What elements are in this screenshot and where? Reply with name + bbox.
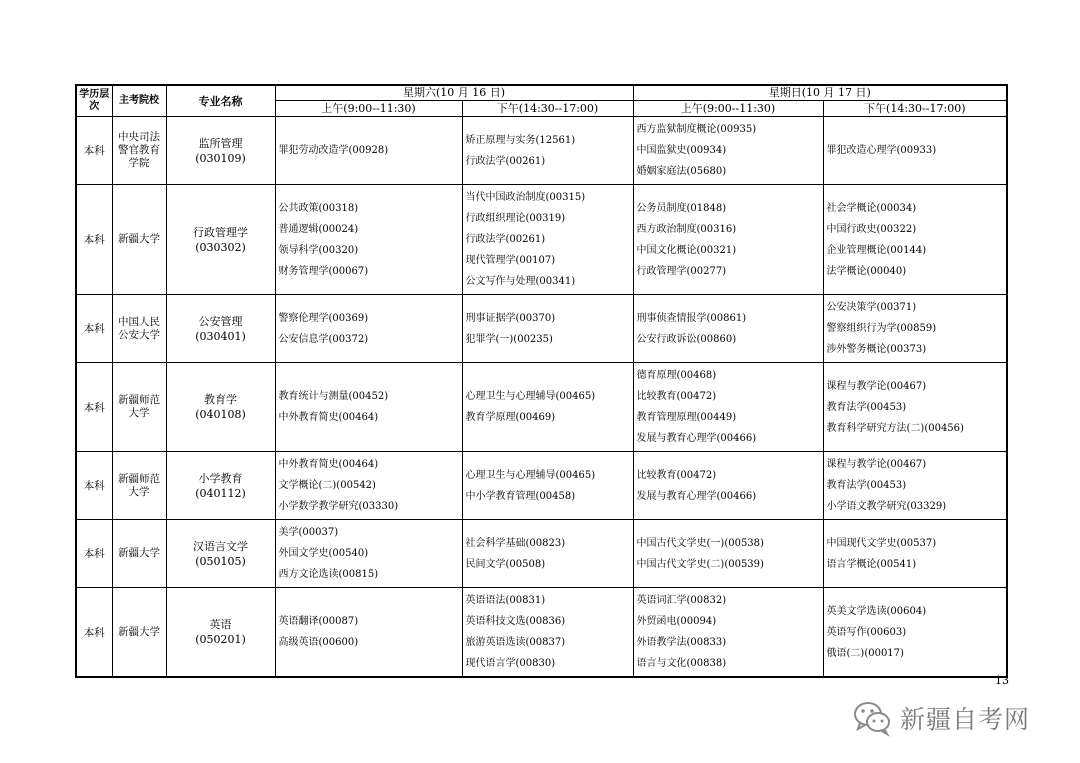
- subject-item: 企业管理概论(00144): [826, 244, 927, 256]
- subject-item: 英语语法(00831): [465, 595, 546, 606]
- subject-item: 英语词汇学(00832): [636, 595, 727, 606]
- subject-item: 公安信息学(00372): [278, 333, 369, 345]
- subjects-cell-sat-pm: [462, 117, 633, 185]
- school-cell: 新疆大学: [112, 588, 166, 678]
- major-cell: [166, 452, 275, 520]
- subject-item: 比较教育(00472): [636, 469, 717, 481]
- subject-item: 德育原理(00468): [636, 370, 717, 381]
- subjects-cell-sun-am: [633, 520, 823, 588]
- subject-item: 中国古代文学史(一)(00538): [636, 537, 764, 549]
- subject-item: 公安决策学(00371): [826, 302, 917, 313]
- subjects-cell-sun-pm: [823, 117, 1007, 185]
- school-cell: 新疆师范大学: [112, 363, 166, 452]
- education-level-cell: 本科: [76, 520, 112, 588]
- major-cell: [166, 363, 275, 452]
- subjects-cell-sun-am: [633, 117, 823, 185]
- major-code: (030401): [195, 329, 246, 343]
- watermark-text: 新疆自考网: [900, 705, 1031, 734]
- subjects-cell-sat-pm: [462, 185, 633, 295]
- subject-item: 婚姻家庭法(05680): [636, 166, 727, 177]
- subject-item: 普通逻辑(00024): [278, 223, 359, 235]
- education-level-cell: 本科: [76, 117, 112, 185]
- subjects-cell-sat-am: [275, 185, 462, 295]
- subject-item: 刑事证据学(00370): [465, 312, 556, 324]
- subjects-cell-sat-am: [275, 588, 462, 678]
- header-school: 主考院校: [112, 85, 166, 117]
- subject-item: 中国古代文学史(二)(00539): [636, 558, 764, 570]
- subject-item: 教育法学(00453): [826, 480, 907, 491]
- subject-item: 教育法学(00453): [826, 401, 907, 413]
- subjects-cell-sun-am: [633, 295, 823, 363]
- major-cell: [166, 588, 275, 678]
- subject-item: 警察伦理学(00369): [278, 312, 369, 324]
- header-sunday-morning: 上午(9:00--11:30): [633, 101, 823, 117]
- major-name: 教育学: [204, 393, 237, 406]
- subject-item: 英语翻译(00087): [278, 616, 359, 627]
- major-name: 汉语言文学: [193, 539, 248, 553]
- subject-item: 行政管理学(00277): [636, 265, 727, 277]
- subject-item: 中国行政史(00322): [826, 223, 917, 235]
- subject-item: 西方文论选读(00815): [278, 569, 379, 580]
- major-name: 行政管理学: [193, 225, 248, 239]
- table-row: [76, 452, 1007, 520]
- subject-item: 外贸函电(00094): [636, 616, 717, 627]
- subject-item: 法学概论(00040): [826, 265, 907, 277]
- subject-item: 犯罪学(一)(00235): [465, 333, 553, 345]
- subjects-cell-sat-pm: [462, 588, 633, 678]
- subject-item: 英语科技文选(00836): [465, 616, 566, 627]
- subject-item: 小学语文教学研究(03329): [826, 501, 947, 512]
- subjects-cell-sun-pm: [823, 363, 1007, 452]
- major-code: (030109): [195, 151, 246, 165]
- subject-item: 社会学概论(00034): [826, 202, 917, 214]
- subject-item: 外语教学法(00833): [636, 637, 727, 648]
- major-code: (050201): [195, 633, 246, 646]
- subject-item: 课程与教学论(00467): [826, 459, 927, 470]
- subjects-cell-sat-am: [275, 452, 462, 520]
- subjects-cell-sat-am: [275, 117, 462, 185]
- subject-item: 旅游英语选读(00837): [465, 637, 566, 648]
- subject-item: 教育科学研究方法(二)(00456): [826, 422, 964, 434]
- education-level-cell: 本科: [76, 185, 112, 295]
- subject-item: 现代管理学(00107): [465, 255, 556, 266]
- subject-item: 领导科学(00320): [278, 244, 359, 256]
- subject-item: 矫正原理与实务(12561): [465, 134, 576, 146]
- header-saturday-morning: 上午(9:00--11:30): [275, 101, 462, 117]
- major-name: 监所管理: [198, 136, 243, 150]
- subject-item: 公共政策(00318): [278, 202, 359, 214]
- header-level: 学历层次: [76, 85, 112, 117]
- subjects-cell-sun-pm: [823, 588, 1007, 678]
- table-row: [76, 363, 1007, 452]
- subject-item: 中外教育简史(00464): [278, 412, 379, 423]
- watermark: [852, 698, 1030, 738]
- table-row: [76, 117, 1007, 185]
- education-level-cell: 本科: [76, 588, 112, 678]
- subjects-cell-sun-am: [633, 588, 823, 678]
- header-saturday-afternoon: 下午(14:30--17:00): [462, 101, 633, 117]
- education-level-cell: 本科: [76, 452, 112, 520]
- subject-item: 财务管理学(00067): [278, 265, 369, 277]
- subjects-cell-sun-pm: [823, 185, 1007, 295]
- table-row: [76, 295, 1007, 363]
- subjects-cell-sat-pm: [462, 295, 633, 363]
- school-cell: 中国人民公安大学: [112, 295, 166, 363]
- subject-item: 高级英语(00600): [278, 637, 359, 648]
- subject-item: 英美文学选读(00604): [826, 605, 927, 617]
- table-row: [76, 185, 1007, 295]
- subject-item: 涉外警务概论(00373): [826, 344, 927, 355]
- major-code: (040112): [195, 486, 246, 500]
- exam-schedule-table: [75, 84, 1008, 678]
- table-row: [76, 520, 1007, 588]
- subject-item: 公文写作与处理(00341): [465, 276, 576, 287]
- subjects-cell-sat-am: [275, 363, 462, 452]
- subject-item: 心理卫生与心理辅导(00465): [465, 469, 596, 481]
- subject-item: 中外教育简史(00464): [278, 459, 379, 470]
- subject-item: 美学(00037): [278, 527, 339, 538]
- subject-item: 社会科学基础(00823): [465, 537, 566, 549]
- school-cell: 新疆大学: [112, 185, 166, 295]
- subject-item: 当代中国政治制度(00315): [465, 192, 586, 203]
- subjects-cell-sun-am: [633, 185, 823, 295]
- subjects-cell-sun-am: [633, 452, 823, 520]
- header-day-saturday: 星期六(10 月 16 日): [275, 85, 633, 101]
- subject-item: 中国现代文学史(00537): [826, 537, 937, 549]
- subjects-cell-sat-pm: [462, 452, 633, 520]
- table-row: [76, 588, 1007, 678]
- header-major: 专业名称: [166, 85, 275, 117]
- subjects-cell-sat-am: [275, 295, 462, 363]
- subject-item: 发展与教育心理学(00466): [636, 490, 757, 502]
- subject-item: 西方政治制度(00316): [636, 223, 737, 235]
- subject-item: 发展与教育心理学(00466): [636, 433, 757, 444]
- subject-item: 行政组织理论(00319): [465, 213, 566, 224]
- subject-item: 文学概论(二)(00542): [278, 480, 376, 491]
- subject-item: 语言学概论(00541): [826, 558, 917, 570]
- subject-item: 教育管理原理(00449): [636, 412, 737, 423]
- subject-item: 现代语言学(00830): [465, 658, 556, 669]
- subject-item: 西方监狱制度概论(00935): [636, 124, 757, 135]
- school-cell: 中央司法警官教育学院: [112, 117, 166, 185]
- subject-item: 比较教育(00472): [636, 391, 717, 402]
- subject-item: 公务员制度(01848): [636, 202, 727, 214]
- subjects-cell-sat-pm: [462, 520, 633, 588]
- header-sunday-afternoon: 下午(14:30--17:00): [823, 101, 1007, 117]
- subject-item: 中小学教育管理(00458): [465, 490, 576, 502]
- school-cell: 新疆大学: [112, 520, 166, 588]
- header-day-sunday: 星期日(10 月 17 日): [633, 85, 1007, 101]
- subject-item: 外国文学史(00540): [278, 548, 369, 559]
- subject-item: 罪犯劳动改造学(00928): [278, 145, 389, 156]
- subjects-cell-sat-pm: [462, 363, 633, 452]
- subject-item: 中国文化概论(00321): [636, 244, 737, 256]
- major-code: (030302): [195, 240, 246, 254]
- subject-item: 公安行政诉讼(00860): [636, 333, 737, 345]
- subjects-cell-sun-am: [633, 363, 823, 452]
- major-cell: [166, 117, 275, 185]
- major-name: 小学教育: [198, 471, 243, 485]
- school-cell: 新疆师范大学: [112, 452, 166, 520]
- subject-item: 中国监狱史(00934): [636, 145, 727, 156]
- subject-item: 行政法学(00261): [465, 234, 546, 245]
- major-code: (050105): [195, 554, 246, 568]
- subjects-cell-sat-am: [275, 520, 462, 588]
- subject-item: 小学数学教学研究(03330): [278, 501, 399, 512]
- major-cell: [166, 295, 275, 363]
- education-level-cell: 本科: [76, 363, 112, 452]
- subject-item: 俄语(二)(00017): [826, 647, 904, 659]
- subject-item: 英语写作(00603): [826, 626, 907, 638]
- major-cell: [166, 185, 275, 295]
- subject-item: 课程与教学论(00467): [826, 380, 927, 392]
- wechat-icon: [852, 698, 892, 738]
- subject-item: 警察组织行为学(00859): [826, 323, 937, 334]
- subjects-cell-sun-pm: [823, 295, 1007, 363]
- major-code: (040108): [195, 408, 246, 421]
- education-level-cell: 本科: [76, 295, 112, 363]
- major-cell: [166, 520, 275, 588]
- subject-item: 行政法学(00261): [465, 155, 546, 167]
- subject-item: 教育学原理(00469): [465, 412, 556, 423]
- subject-item: 语言与文化(00838): [636, 658, 727, 669]
- subject-item: 民间文学(00508): [465, 558, 546, 570]
- subject-item: 刑事侦查情报学(00861): [636, 312, 747, 324]
- subject-item: 罪犯改造心理学(00933): [826, 145, 937, 156]
- major-name: 公安管理: [198, 314, 243, 328]
- subjects-cell-sun-pm: [823, 520, 1007, 588]
- subject-item: 教育统计与测量(00452): [278, 391, 389, 402]
- major-name: 英语: [209, 618, 232, 631]
- subjects-cell-sun-pm: [823, 452, 1007, 520]
- page-number: 13: [995, 674, 1009, 687]
- subject-item: 心理卫生与心理辅导(00465): [465, 391, 596, 402]
